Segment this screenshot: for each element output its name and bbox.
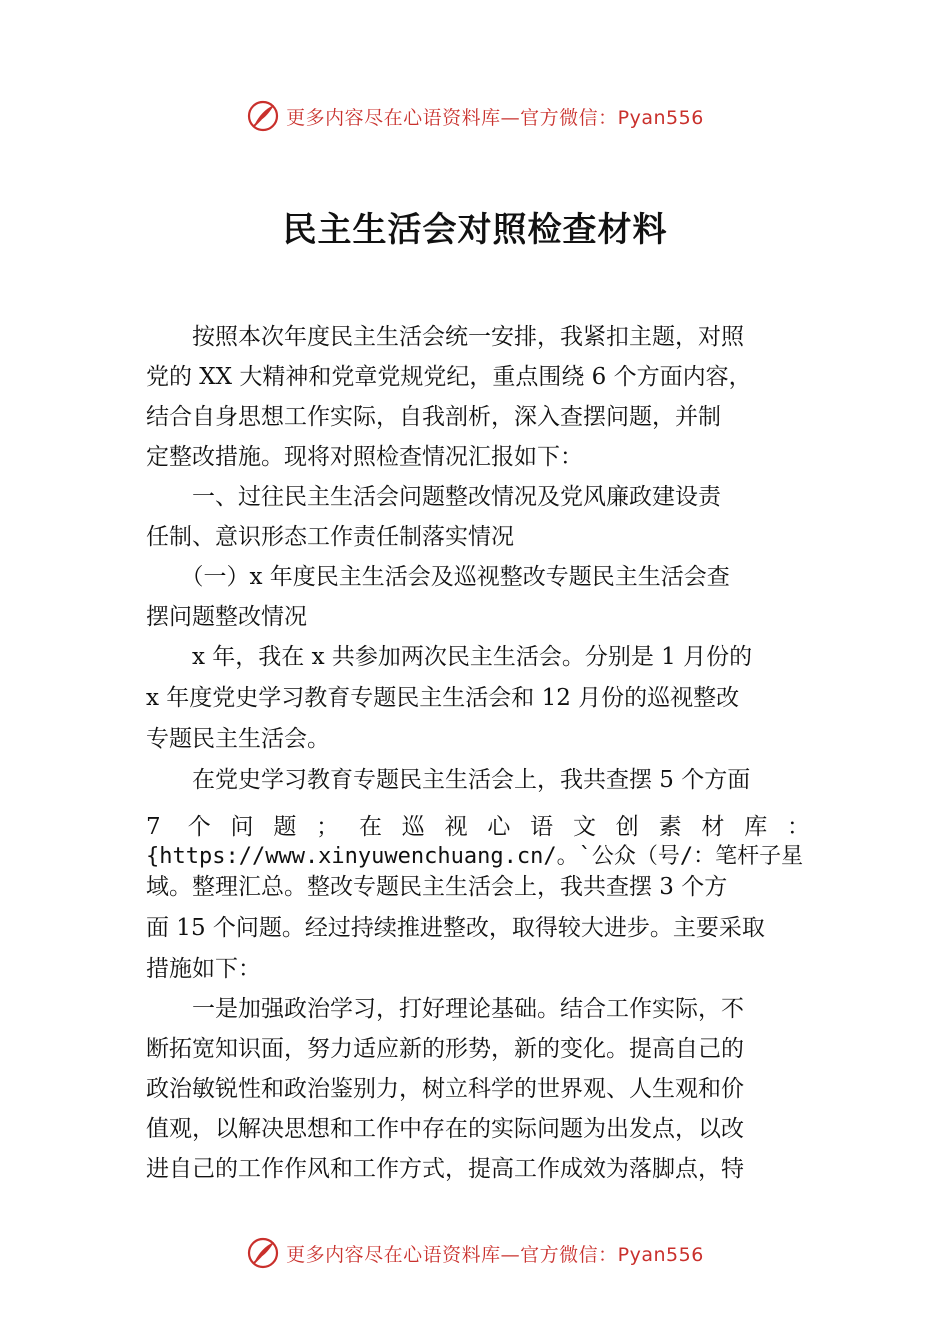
feather-pen-logo-icon [246,99,280,133]
body-line: 党的 XX 大精神和党章党规党纪，重点围绕 6 个方面内容， [146,364,752,390]
body-line: 定整改措施。现将对照检查情况汇报如下： [146,444,583,470]
feather-pen-logo-icon [246,1236,280,1270]
body-line: 进自己的工作作风和工作方式，提高工作成效为落脚点，特 [146,1156,744,1182]
document-title: 民主生活会对照检查材料 [282,210,668,250]
body-line: 按照本次年度民主生活会统一安排，我紧扣主题，对照 [146,324,744,350]
body-line: x 年度党史学习教育专题民主生活会和 12 月份的巡视整改 [146,685,740,711]
body-line: 措施如下： [146,956,261,982]
header-watermark [0,96,950,136]
body-line: 值观，以解决思想和工作中存在的实际问题为出发点，以改 [146,1116,744,1142]
body-line: 域。整理汇总。整改专题民主生活会上，我共查摆 3 个方 [146,874,728,900]
body-line: 在党史学习教育专题民主生活会上，我共查摆 5 个方面 [146,767,751,793]
body-line: {https://www.xinyuwenchuang.cn/。`公众（号/：笔杆子星 [146,844,804,869]
body-line: 面 15 个问题。经过持续推进整改，取得较大进步。主要采取 [146,915,765,941]
body-line: 断拓宽知识面，努力适应新的形势，新的变化。提高自己的 [146,1036,744,1062]
body-line: 一是加强政治学习，打好理论基础。结合工作实际，不 [146,996,744,1022]
body-line: 7 个问题；在巡视心语文创素材库： [146,814,810,840]
body-line: （一）x 年度民主生活会及巡视整改专题民主生活会查 [146,564,730,590]
body-line: 摆问题整改情况 [146,604,307,630]
footer-watermark [0,1233,950,1273]
watermark-text: 更多内容尽在心语资料库—官方微信：Pyan556 [286,106,704,129]
body-line: 结合自身思想工作实际，自我剖析，深入查摆问题，并制 [146,404,721,430]
body-line: 一、过往民主生活会问题整改情况及党风廉政建设责 [146,484,721,510]
body-line: 政治敏锐性和政治鉴别力，树立科学的世界观、人生观和价 [146,1076,744,1102]
body-line: 专题民主生活会。 [146,726,330,752]
body-line: 任制、意识形态工作责任制落实情况 [146,524,514,550]
watermark-text: 更多内容尽在心语资料库—官方微信：Pyan556 [286,1243,704,1266]
body-line: x 年，我在 x 共参加两次民主生活会。分别是 1 月份的 [146,644,753,670]
